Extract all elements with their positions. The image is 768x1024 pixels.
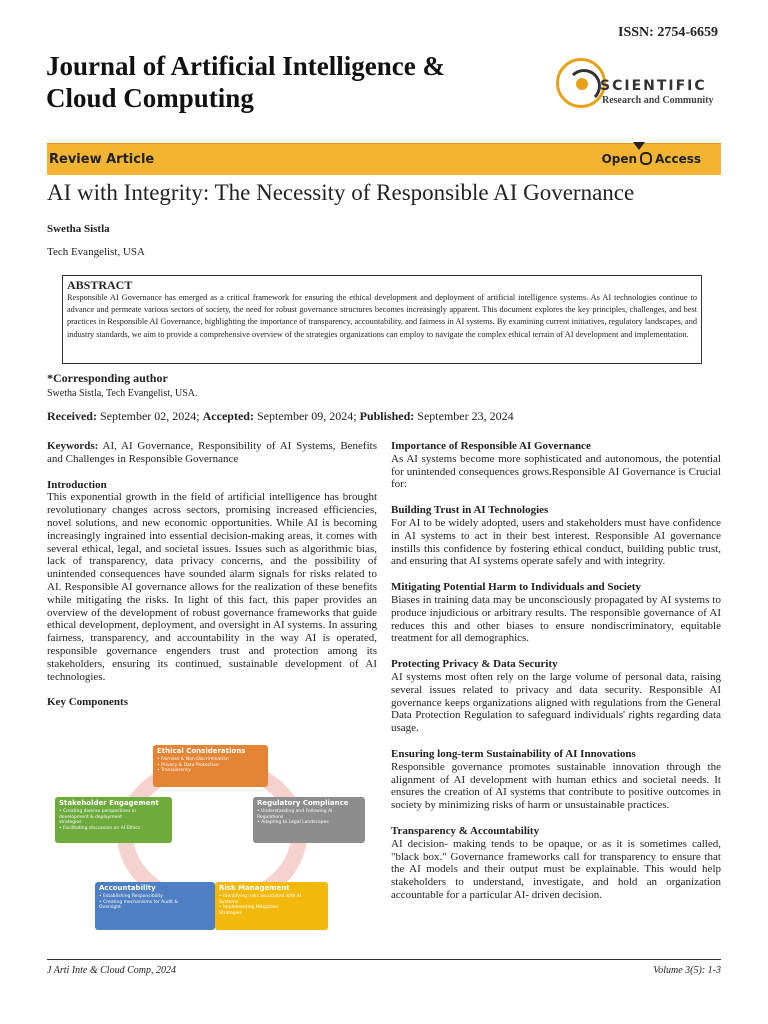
risk-management-box [215, 882, 328, 930]
accepted-label: Accepted: [202, 409, 254, 423]
box-title: Risk Management [219, 884, 290, 892]
section-heading: Protecting Privacy & Data Security [391, 658, 558, 671]
received-label: Received: [47, 409, 97, 423]
box-title: Ethical Considerations [157, 747, 246, 755]
box-item: Oversight [99, 905, 121, 910]
ethical-considerations-box [153, 745, 268, 787]
logo-name: SCIENTIFIC [600, 78, 707, 94]
section-heading: Mitigating Potential Harm to Individuals and Society [391, 581, 641, 594]
box-item: • Creating mechanisms for Audit & [99, 899, 178, 905]
corresponding-author-heading: *Corresponding author [47, 371, 168, 385]
box-title: Accountability [99, 884, 156, 892]
section-text: As AI systems become more sophisticated and autonomous, the potential for unintended consequences grows.Responsible AI Governance is Crucial for: [391, 452, 721, 491]
published-label: Published: [359, 409, 415, 423]
access-word: Access [655, 152, 701, 166]
section-text: AI decision- making tends to be opaque, or as it is sometimes called, "black box." Governance frameworks call for transparency to ensure that the AI models and their output must be explainable. This would help stakeholders to understand, investigate, and hold an organization accountable for a particular AI- driven decision. [391, 837, 721, 901]
footer-divider [47, 959, 721, 960]
box-item: Systems [219, 899, 239, 905]
author-affiliation: Tech Evangelist, USA [47, 246, 145, 258]
article-banner [47, 143, 721, 175]
box-item: • Identifying risks associated with AI [219, 894, 302, 899]
stakeholder-engagement-box [55, 797, 172, 843]
received-date: September 02, 2024; [99, 409, 200, 423]
article-title: AI with Integrity: The Necessity of Responsible AI Governance [47, 180, 635, 205]
article-type: Review Article [49, 152, 155, 167]
footer-volume: Volume 3(5): 1-3 [653, 965, 721, 976]
box-item: • Establishing Responsibility [99, 894, 163, 899]
publisher-logo [556, 58, 726, 110]
abstract-text: Responsible AI Governance has emerged as a critical framework for ensuring the ethical development and deployment of artificial intelligence systems. As AI technologies continue to advance and permeate various sectors of society, the need for robust governance structures becomes increasingly apparent. This document explores the key principles, challenges, and best practices in Responsible AI Governance, highlighting the importance of transparency, accountability, and fairness in AI systems. By examining current initiatives, regulatory landscapes, and industry standards, we aim to provide a comprehensive overview of the strategies organizations can employ to navigate the complex ethical terrain of AI development and implementation. [67, 293, 697, 339]
box-item: • Creating diverse perspectives in [59, 809, 136, 814]
box-item: • Transparency [157, 768, 192, 773]
box-item: • Understanding and Following AI [257, 809, 333, 814]
section-heading: Importance of Responsible AI Governance [391, 440, 591, 452]
right-column [391, 440, 721, 902]
section-text: Responsible governance promotes sustainable innovation through the alignment of AI development with human ethics and societal needs. It ensures the creation of AI systems that contribute to positive outcomes in society by minimizing risks of harm or unsustainable practices. [391, 760, 721, 812]
box-item: Strategies [219, 910, 242, 916]
box-title: Regulatory Compliance [257, 799, 349, 807]
abstract-box [62, 275, 702, 364]
banner-pointer-icon [633, 142, 645, 150]
introduction-heading: Introduction [47, 478, 107, 491]
journal-title: Journal of Artificial Intelligence & Cloud Computing [46, 51, 445, 113]
publication-dates [47, 409, 514, 424]
box-item: • Adapting to Legal Landscapes [257, 820, 329, 825]
left-column [47, 440, 377, 709]
author-name: Swetha Sistla [47, 223, 110, 235]
box-title: Stakeholder Engagement [59, 799, 159, 807]
issn-number: ISSN: 2754-6659 [618, 25, 718, 40]
introduction-text: This exponential growth in the field of artificial intelligence has brought revolutionary changes across sectors, promising increased efficiencies, novel solutions, and new economic opportunities. While AI is becoming increasingly ingrained into essential decision-making areas, it comes with several ethical, legal, and societal issues. Issues such as algorithmic bias, lack of transparency, data privacy concerns, and the possibility of unintended consequences have sounded alarm signals for risks related to AI. Responsible AI governance allows for the realization of these benefits while mitigating the risks. In light of this fact, this paper provides an overview of the development of robust governance frameworks that guide ethical development, deployment, and oversight in AI systems. In assuring fairness, transparency, and accountability in the way AI is operated, responsible governance engenders trust and protection among its stakeholders, ensuring its continued, sustainable development of AI technologies. [47, 491, 377, 683]
footer-citation: J Arti Inte & Cloud Comp, 2024 [47, 965, 176, 976]
open-lock-icon [640, 152, 652, 165]
open-access-badge [602, 152, 701, 166]
box-item: strategies [59, 820, 82, 825]
section-text: For AI to be widely adopted, users and stakeholders must have confidence in AI systems to act in their best interest. Responsible AI governance instills this confidence by fostering ethical conduct, building public trust, and ensuring that AI systems operate safely and with integrity. [391, 516, 721, 568]
section-heading: Transparency & Accountability [391, 824, 540, 837]
section-text: AI systems most often rely on the large volume of personal data, raising several issues related to privacy and data security. Responsible AI governance keeps organizations aligned with regulations from the General Data Protection Regulation to safeguard individuals' rights regarding data usage. [391, 670, 721, 735]
box-item: • Privacy & Data Protection [157, 762, 219, 768]
corresponding-author-text: Swetha Sistla, Tech Evangelist, USA. [47, 388, 198, 399]
key-components-heading: Key Components [47, 696, 128, 709]
open-word: Open [601, 152, 638, 166]
box-item: • Facilitating discussion on AI Ethics [59, 825, 141, 831]
key-components-diagram [47, 735, 372, 935]
regulatory-compliance-box [253, 797, 365, 843]
abstract-heading: ABSTRACT [67, 278, 133, 292]
section-heading: Ensuring long-term Sustainability of AI Innovations [391, 747, 636, 760]
box-item: • Implementing Mitigation [219, 905, 279, 910]
published-date: September 23, 2024 [417, 409, 514, 423]
accepted-date: September 09, 2024; [256, 409, 357, 423]
logo-subtitle: Research and Community [602, 95, 714, 106]
section-text: Biases in training data may be unconsciously propagated by AI systems to produce injudicious or arbitrary results. The responsible governance of AI reduces this and other biases to ensure nondiscriminatory, equitable treatment for all demographics. [391, 593, 721, 645]
box-item: • Fairness & Non-Discrimination [157, 757, 229, 762]
logo-emblem-icon [556, 58, 606, 108]
box-item: Regulations [257, 814, 284, 820]
keywords [47, 440, 377, 466]
section-heading: Building Trust in AI Technologies [391, 504, 549, 517]
keywords-text: AI, AI Governance, Responsibility of AI Systems, Benefits and Challenges in Responsible Governance [47, 440, 377, 465]
keywords-label: Keywords: [47, 440, 99, 452]
accountability-box [95, 882, 215, 930]
box-item: development & deployment [59, 814, 122, 820]
